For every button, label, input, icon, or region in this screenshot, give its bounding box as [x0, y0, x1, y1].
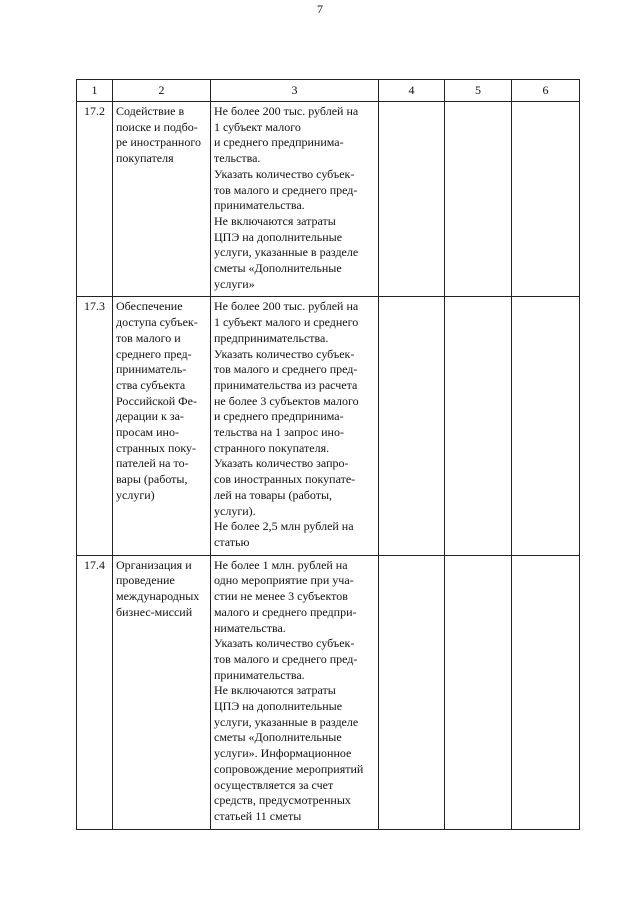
service-conditions-line: Не включаются затраты	[214, 683, 336, 698]
service-conditions-line: Не более 1 млн. рублей на	[214, 557, 348, 572]
service-name-line: вары (работы,	[116, 472, 188, 487]
service-name-line: международных	[116, 589, 200, 604]
service-conditions	[211, 102, 379, 297]
service-conditions-line: принимательства.	[214, 198, 305, 213]
service-conditions-line: ЦПЭ на дополнительные	[214, 229, 343, 244]
service-conditions-line: услуги». Информационное	[214, 746, 352, 761]
service-conditions-line: Не более 2,5 млн рублей на	[214, 519, 354, 534]
table-row	[77, 555, 580, 829]
service-conditions-line: нимательства.	[214, 620, 286, 635]
service-conditions-line: принимательства из расчета	[214, 377, 358, 392]
service-conditions-line: 1 субъект малого и среднего	[214, 315, 359, 330]
service-name	[113, 297, 211, 555]
column-header-6: 6	[512, 80, 580, 102]
column-header-5: 5	[445, 80, 512, 102]
service-conditions-line: 1 субъект малого	[214, 119, 301, 134]
table-row	[77, 102, 580, 297]
service-name-line: дерации к за-	[116, 409, 184, 424]
service-conditions-line: и среднего предпринима-	[214, 409, 344, 424]
service-conditions-line: странного покупателя.	[214, 440, 330, 455]
column-header-2: 2	[113, 80, 211, 102]
service-conditions	[211, 297, 379, 555]
row-number: 17.2	[77, 102, 113, 297]
service-conditions-line: тельства на 1 запрос ино-	[214, 425, 344, 440]
service-conditions-line: средств, предусмотренных	[214, 793, 351, 808]
service-conditions-line: одно мероприятие при уча-	[214, 573, 354, 588]
empty-cell-col-6	[512, 555, 580, 829]
service-conditions-line: сов иностранных покупате-	[214, 472, 356, 487]
service-name-line: услуги)	[116, 487, 155, 502]
estimate-table	[76, 79, 580, 830]
service-conditions-line: Указать количество субъек-	[214, 636, 355, 651]
column-header-1: 1	[77, 80, 113, 102]
service-name-line: приниматель-	[116, 362, 187, 377]
empty-cell-col-4	[379, 297, 445, 555]
service-name-line: просам ино-	[116, 425, 179, 440]
service-conditions-line: тельства.	[214, 151, 261, 166]
service-conditions-line: услуги»	[214, 276, 255, 291]
service-conditions-line: и среднего предпринима-	[214, 135, 344, 150]
service-conditions-line: Не включаются затраты	[214, 213, 336, 228]
row-number: 17.4	[77, 555, 113, 829]
service-conditions-line: лей на товары (работы,	[214, 487, 333, 502]
service-conditions-line: сметы «Дополнительные	[214, 261, 342, 276]
service-conditions-line: статью	[214, 534, 250, 549]
service-conditions	[211, 555, 379, 829]
service-conditions-line: предпринимательства.	[214, 330, 329, 345]
empty-cell-col-6	[512, 102, 580, 297]
service-name-line: поиске и подбо-	[116, 119, 198, 134]
empty-cell-col-4	[379, 555, 445, 829]
service-conditions-line: стии не менее 3 субъектов	[214, 589, 348, 604]
page-number: 7	[317, 2, 323, 16]
service-conditions-line: услуги, указанные в разделе	[214, 714, 359, 729]
service-conditions-line: осуществляется за счет	[214, 777, 334, 792]
service-conditions-line: не более 3 субъектов малого	[214, 393, 359, 408]
service-name-line: покупателя	[116, 151, 174, 166]
service-conditions-line: услуги).	[214, 503, 256, 518]
empty-cell-col-5	[445, 555, 512, 829]
empty-cell-col-5	[445, 297, 512, 555]
column-header-3: 3	[211, 80, 379, 102]
service-conditions-line: услуги, указанные в разделе	[214, 245, 359, 260]
service-conditions-line: сметы «Дополнительные	[214, 730, 342, 745]
service-name-line: доступа субъек-	[116, 315, 198, 330]
service-conditions-line: принимательства.	[214, 667, 305, 682]
table-body	[77, 102, 580, 830]
service-conditions-line: ЦПЭ на дополнительные	[214, 699, 343, 714]
empty-cell-col-5	[445, 102, 512, 297]
service-name	[113, 555, 211, 829]
service-conditions-line: малого и среднего предпри-	[214, 604, 357, 619]
service-name-line: странных поку-	[116, 440, 197, 455]
service-conditions-line: сопровождение мероприятий	[214, 761, 364, 776]
service-name-line: среднего пред-	[116, 346, 192, 361]
service-conditions-line: Не более 200 тыс. рублей на	[214, 104, 359, 118]
service-conditions-line: тов малого и среднего пред-	[214, 651, 358, 666]
service-name-line: пателей на то-	[116, 456, 189, 471]
table-header-row	[77, 80, 580, 102]
service-name	[113, 102, 211, 297]
service-conditions-line: тов малого и среднего пред-	[214, 362, 358, 377]
service-conditions-line: Указать количество субъек-	[214, 346, 355, 361]
service-name-line: ства субъекта	[116, 377, 186, 392]
service-name-line: проведение	[116, 573, 175, 588]
service-name-line: тов малого и	[116, 330, 181, 345]
service-conditions-line: статьей 11 сметы	[214, 808, 302, 823]
service-name-line: Российской Фе-	[116, 393, 197, 408]
service-name-line: Обеспечение	[116, 299, 183, 314]
column-header-4: 4	[379, 80, 445, 102]
service-conditions-line: Указать количество субъек-	[214, 166, 355, 181]
empty-cell-col-4	[379, 102, 445, 297]
service-name-line: бизнес-миссий	[116, 604, 193, 619]
service-name-line: ре иностранного	[116, 135, 201, 150]
row-number: 17.3	[77, 297, 113, 555]
table-row	[77, 297, 580, 555]
service-conditions-line: тов малого и среднего пред-	[214, 182, 358, 197]
service-conditions-line: Указать количество запро-	[214, 456, 349, 471]
service-name-line: Содействие в	[116, 104, 185, 118]
service-name-line: Организация и	[116, 557, 192, 572]
empty-cell-col-6	[512, 297, 580, 555]
service-conditions-line: Не более 200 тыс. рублей на	[214, 299, 359, 314]
